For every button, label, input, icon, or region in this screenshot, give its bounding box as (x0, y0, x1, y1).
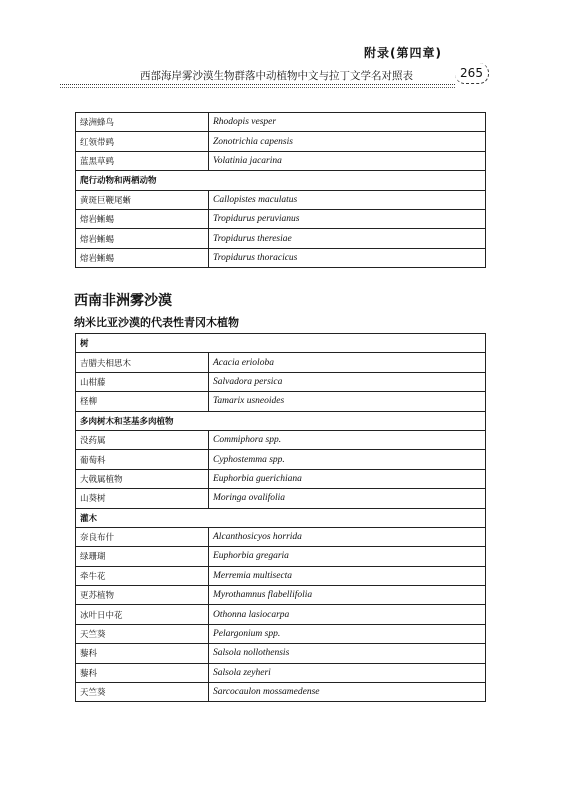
latin-name-cell: Rhodopis vesper (209, 113, 486, 132)
latin-name-cell: Cyphostemma spp. (209, 450, 486, 469)
table-row (76, 392, 486, 411)
table-row (76, 113, 486, 132)
latin-name-cell: Tamarix usneoides (209, 392, 486, 411)
table-row (76, 527, 486, 546)
chinese-name-cell: 更苏植物 (76, 586, 209, 605)
chinese-name-cell: 葡萄科 (76, 450, 209, 469)
table-row (76, 644, 486, 663)
category-label: 爬行动物和两栖动物 (76, 171, 486, 190)
chinese-name-cell: 黄斑巨鞭尾蜥 (76, 190, 209, 209)
latin-name-cell: Tropidurus theresiae (209, 229, 486, 248)
latin-name-cell: Moringa ovalifolia (209, 489, 486, 508)
table-row (76, 605, 486, 624)
chinese-name-cell: 奈良布什 (76, 527, 209, 546)
region-heading: 西南非洲雾沙漠 (74, 293, 172, 309)
chinese-name-cell: 天竺葵 (76, 624, 209, 643)
running-header-title: 西部海岸雾沙漠生物群落中动植物中文与拉丁文学名对照表 (140, 70, 413, 82)
latin-name-cell: Pelargonium spp. (209, 624, 486, 643)
category-row (76, 411, 486, 430)
chinese-name-cell: 绿珊瑚 (76, 547, 209, 566)
table-row (76, 624, 486, 643)
latin-name-cell: Salvadora persica (209, 372, 486, 391)
chapter-heading: 附录(第四章) (364, 46, 442, 60)
latin-name-cell: Volatinia jacarina (209, 151, 486, 170)
header-divider-secondary (60, 87, 455, 88)
latin-name-cell: Myrothamnus flabellifolia (209, 586, 486, 605)
category-label: 多肉树木和茎基多肉植物 (76, 411, 486, 430)
chinese-name-cell: 山葵树 (76, 489, 209, 508)
table-row (76, 547, 486, 566)
table-row (76, 229, 486, 248)
latin-name-cell: Alcanthosicyos horrida (209, 527, 486, 546)
table-row (76, 132, 486, 151)
latin-name-cell: Tropidurus peruvianus (209, 209, 486, 228)
species-table-1 (75, 112, 486, 268)
table-row (76, 151, 486, 170)
table-row (76, 683, 486, 702)
chinese-name-cell: 没药属 (76, 430, 209, 449)
latin-name-cell: Sarcocaulon mossamedense (209, 683, 486, 702)
chinese-name-cell: 吉腊夫相思木 (76, 353, 209, 372)
latin-name-cell: Commiphora spp. (209, 430, 486, 449)
latin-name-cell: Callopistes maculatus (209, 190, 486, 209)
table-row (76, 430, 486, 449)
table-row (76, 586, 486, 605)
chinese-name-cell: 红领带鹀 (76, 132, 209, 151)
latin-name-cell: Salsola zeyheri (209, 663, 486, 682)
table-row (76, 469, 486, 488)
chinese-name-cell: 藜科 (76, 644, 209, 663)
chinese-name-cell: 柽柳 (76, 392, 209, 411)
latin-name-cell: Tropidurus thoracicus (209, 248, 486, 267)
chinese-name-cell: 藜科 (76, 663, 209, 682)
category-label: 树 (76, 334, 486, 353)
chinese-name-cell: 大戟属植物 (76, 469, 209, 488)
header-divider (60, 84, 455, 85)
latin-name-cell: Acacia erioloba (209, 353, 486, 372)
chinese-name-cell: 蓝黑草鹀 (76, 151, 209, 170)
category-row (76, 171, 486, 190)
table-row (76, 489, 486, 508)
category-row (76, 334, 486, 353)
chinese-name-cell: 熔岩蜥蜴 (76, 248, 209, 267)
latin-name-cell: Othonna lasiocarpa (209, 605, 486, 624)
latin-name-cell: Euphorbia guerichiana (209, 469, 486, 488)
section-subtitle: 纳米比亚沙漠的代表性青冈木植物 (74, 316, 239, 329)
chinese-name-cell: 熔岩蜥蜴 (76, 209, 209, 228)
table-row (76, 190, 486, 209)
table-row (76, 353, 486, 372)
species-table-2 (75, 333, 486, 702)
table-row (76, 372, 486, 391)
chinese-name-cell: 熔岩蜥蜴 (76, 229, 209, 248)
table-row (76, 209, 486, 228)
table-row (76, 566, 486, 585)
category-label: 灌木 (76, 508, 486, 527)
latin-name-cell: Zonotrichia capensis (209, 132, 486, 151)
latin-name-cell: Salsola nollothensis (209, 644, 486, 663)
chinese-name-cell: 天竺葵 (76, 683, 209, 702)
page-number: 265 (455, 63, 489, 84)
chinese-name-cell: 冰叶日中花 (76, 605, 209, 624)
chinese-name-cell: 牵牛花 (76, 566, 209, 585)
chinese-name-cell: 绿洲蜂鸟 (76, 113, 209, 132)
latin-name-cell: Merremia multisecta (209, 566, 486, 585)
table-row (76, 450, 486, 469)
latin-name-cell: Euphorbia gregaria (209, 547, 486, 566)
table-row (76, 663, 486, 682)
category-row (76, 508, 486, 527)
table-row (76, 248, 486, 267)
chinese-name-cell: 山柑藤 (76, 372, 209, 391)
